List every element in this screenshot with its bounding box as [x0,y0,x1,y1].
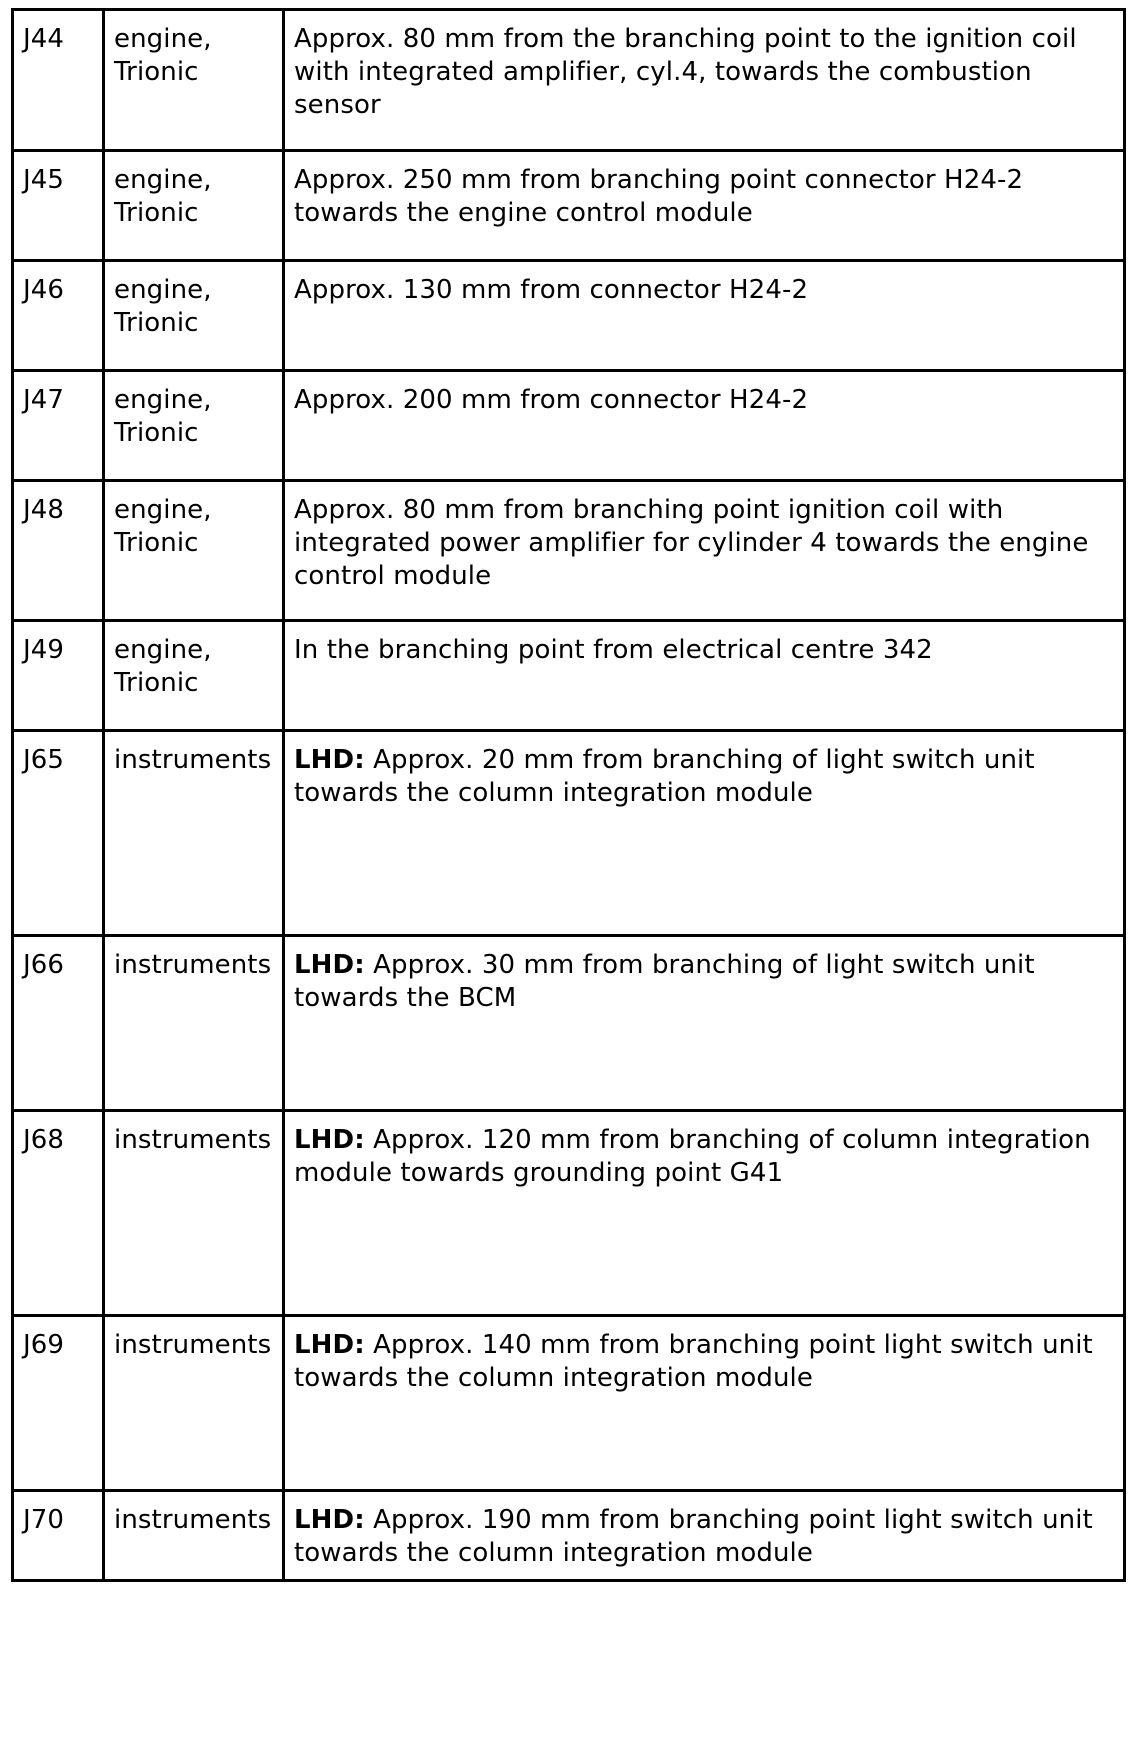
splice-id-cell: J70 [13,1491,104,1581]
area-cell: engine, Trionic [104,261,284,371]
description-cell [284,261,1125,371]
description-text: Approx. 200 mm from connector H24-2 [294,385,809,415]
description-text: Approx. 130 mm from connector H24-2 [294,275,809,305]
area-cell: engine, Trionic [104,10,284,151]
description-cell [284,481,1125,621]
description-cell [284,731,1125,936]
description-prefix: LHD: [294,745,365,775]
area-cell: engine, Trionic [104,151,284,261]
description-text: Approx. 80 mm from the branching point to the ignition coil with integrated amplifier, cyl.4, towards the combustion sensor [294,24,1077,120]
table-row [13,371,1125,481]
description-cell [284,151,1125,261]
splice-id-cell: J44 [13,10,104,151]
description-text: Approx. 80 mm from branching point ignition coil with integrated power amplifier for cylinder 4 towards the engine control module [294,495,1089,591]
table-row [13,1111,1125,1316]
splice-id-cell: J69 [13,1316,104,1491]
description-cell [284,10,1125,151]
splice-id-cell: J48 [13,481,104,621]
description-cell [284,621,1125,731]
description-cell [284,1491,1125,1581]
table-row [13,151,1125,261]
description-text: Approx. 20 mm from branching of light switch unit towards the column integration module [294,745,1035,808]
table-row [13,1316,1125,1491]
table-row [13,1491,1125,1581]
description-text: Approx. 30 mm from branching of light switch unit towards the BCM [294,950,1035,1013]
description-cell [284,936,1125,1111]
splice-id-cell: J46 [13,261,104,371]
table-row [13,621,1125,731]
splice-id-cell: J47 [13,371,104,481]
area-cell: instruments [104,1491,284,1581]
description-text: Approx. 120 mm from branching of column integration module towards grounding point G41 [294,1125,1091,1188]
splice-location-table [11,8,1126,1582]
area-cell: instruments [104,731,284,936]
area-cell: instruments [104,936,284,1111]
splice-id-cell: J45 [13,151,104,261]
description-text: Approx. 250 mm from branching point connector H24-2 towards the engine control module [294,165,1024,228]
table-row [13,936,1125,1111]
splice-id-cell: J65 [13,731,104,936]
description-text: In the branching point from electrical centre 342 [294,635,933,665]
description-cell [284,1111,1125,1316]
area-cell: engine, Trionic [104,481,284,621]
splice-id-cell: J68 [13,1111,104,1316]
description-text: Approx. 190 mm from branching point light switch unit towards the column integration module [294,1505,1093,1568]
description-prefix: LHD: [294,1330,365,1360]
description-text: Approx. 140 mm from branching point light switch unit towards the column integration module [294,1330,1093,1393]
area-cell: engine, Trionic [104,371,284,481]
table-row [13,481,1125,621]
table-row [13,261,1125,371]
description-cell [284,1316,1125,1491]
description-cell [284,371,1125,481]
splice-id-cell: J49 [13,621,104,731]
description-prefix: LHD: [294,1505,365,1535]
table-row [13,10,1125,151]
table-row [13,731,1125,936]
splice-id-cell: J66 [13,936,104,1111]
area-cell: instruments [104,1111,284,1316]
description-prefix: LHD: [294,950,365,980]
area-cell: instruments [104,1316,284,1491]
description-prefix: LHD: [294,1125,365,1155]
area-cell: engine, Trionic [104,621,284,731]
